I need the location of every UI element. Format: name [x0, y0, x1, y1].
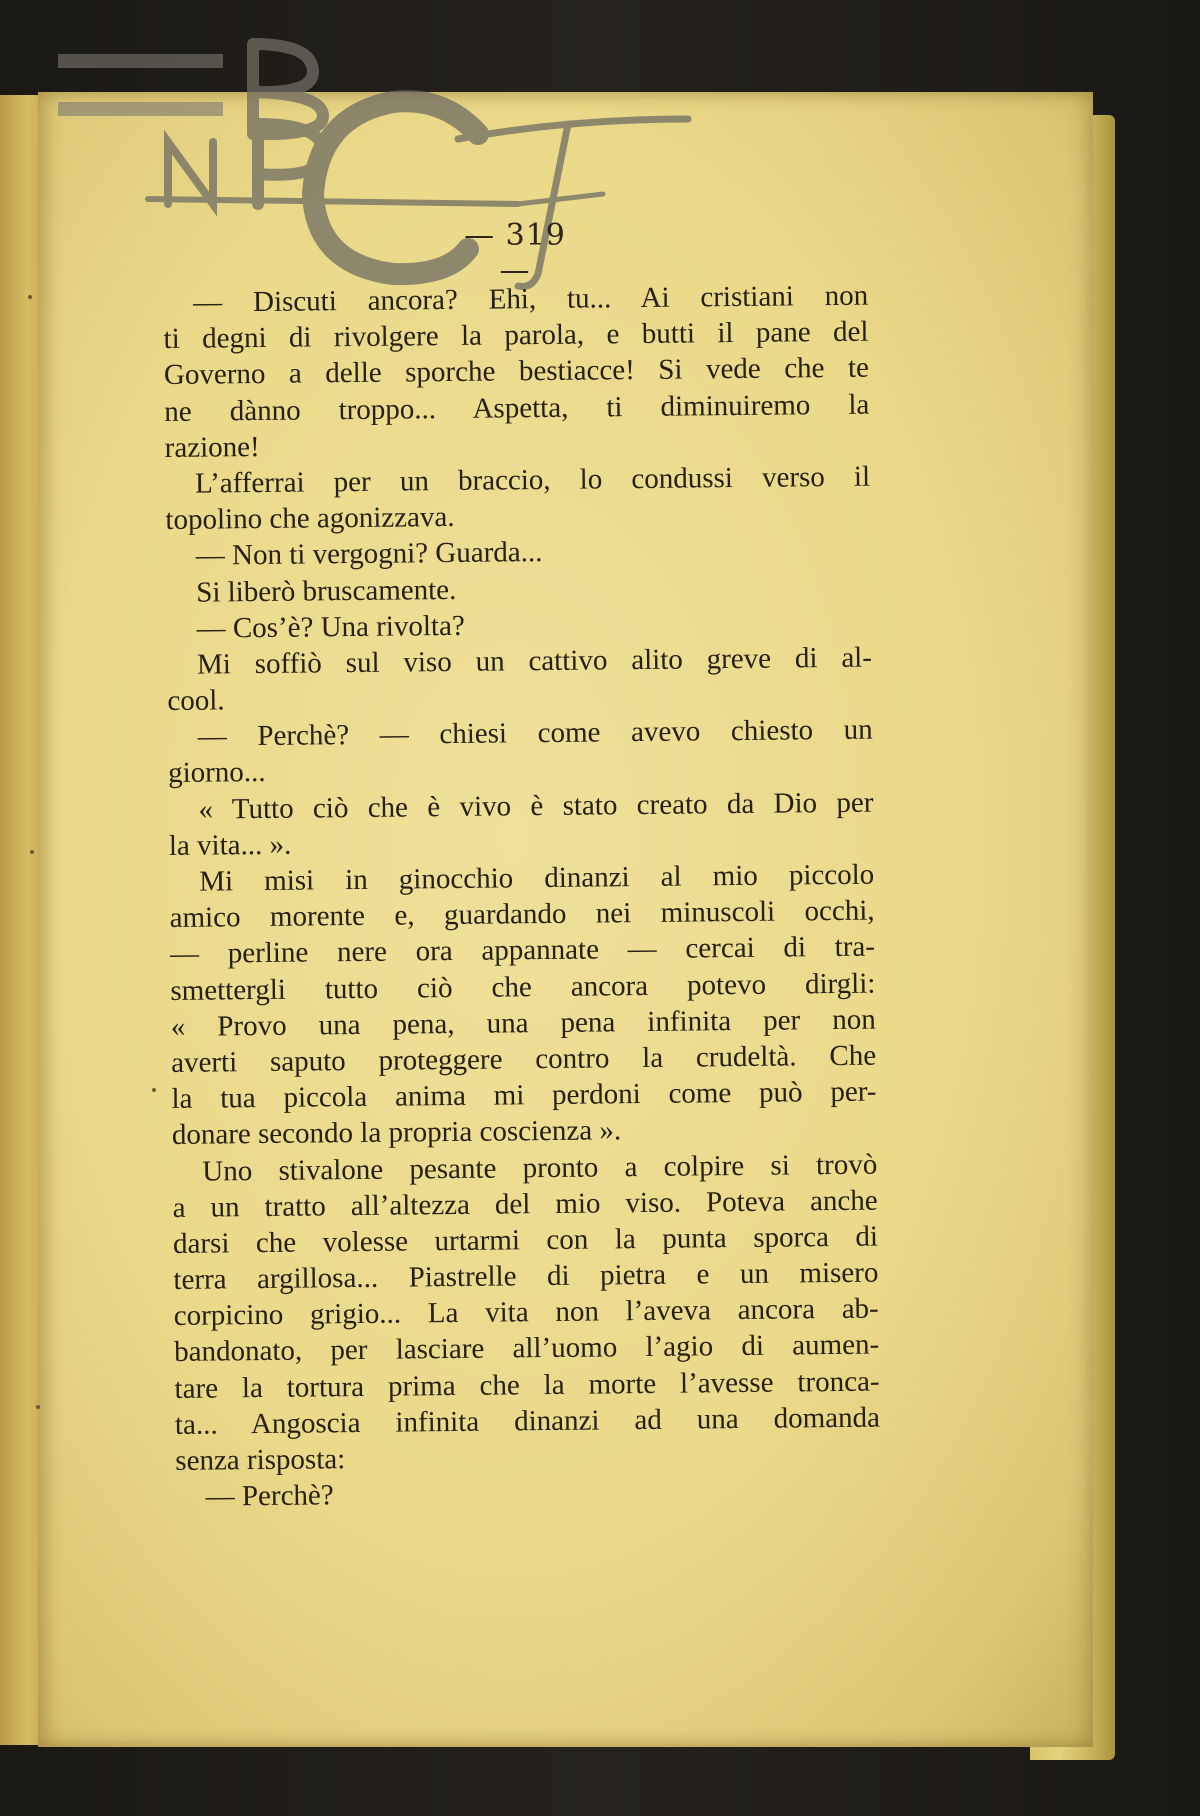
text-line: ti degni di rivolgere la parola, e butti il pane del — [163, 315, 869, 356]
text-line: terra argillosa... Piastrelle di pietra e un misero — [173, 1256, 879, 1297]
text-line: — Discuti ancora? Ehi, tu... Ai cristiani non — [193, 279, 869, 319]
page-number: — 319 — — [464, 218, 566, 288]
text-line: bandonato, per lasciare all’uomo l’agio di aumen- — [174, 1328, 880, 1369]
text-line: L’afferrai per un braccio, lo condussi verso il — [194, 460, 871, 500]
text-line: « Provo una pena, una pena infinita per non — [170, 1003, 876, 1043]
text-line: la tua piccola anima mi perdoni come può per- — [171, 1075, 877, 1116]
text-line: averti saputo proteggere contro la crudeltà. Che — [170, 1039, 877, 1079]
text-line: a un tratto all’altezza del mio viso. Poteva anche — [172, 1184, 878, 1224]
text-line: Si liberò bruscamente. — [196, 573, 457, 609]
text-line: ne dànno troppo... Aspetta, ti diminuiremo la — [164, 388, 870, 428]
paper-speck — [36, 1405, 40, 1409]
text-line: — perline nere ora appannate — cercai di tra- — [169, 930, 876, 971]
text-line: Mi misi in ginocchio dinanzi al mio piccolo — [199, 858, 875, 898]
text-line: tare la tortura prima che la morte l’avesse tronca- — [174, 1365, 880, 1405]
text-line: Mi soffiò sul viso un cattivo alito greve di al- — [196, 641, 873, 681]
text-line: smettergli tutto ciò che ancora potevo dirgli: — [170, 967, 876, 1007]
paper-speck — [152, 1088, 156, 1092]
paper-speck — [30, 850, 34, 854]
page-text — [163, 278, 881, 1516]
text-line: amico morente e, guardando nei minuscoli occhi, — [169, 894, 875, 935]
text-line: la vita... ». — [168, 828, 292, 862]
text-line: ta... Angoscia infinita dinanzi ad una domanda — [174, 1401, 881, 1441]
text-line: senza risposta: — [175, 1443, 346, 1477]
text-line: — Perchè? — chiesi come avevo chiesto un — [197, 713, 873, 753]
text-line: razione! — [164, 430, 260, 464]
text-line: — Cos’è? Una rivolta? — [196, 609, 465, 645]
text-line: — Non ti vergogni? Guarda... — [195, 536, 543, 572]
text-line: Governo a delle sporche bestiacce! Si vede che te — [163, 351, 870, 392]
text-line: « Tutto ciò che è vivo è stato creato da Dio per — [198, 786, 874, 826]
text-line: darsi che volesse urtarmi con la punta sporca di — [172, 1220, 879, 1260]
text-line: donare secondo la propria coscienza ». — [171, 1114, 622, 1152]
text-line: topolino che agonizzava. — [165, 501, 455, 537]
text-line: — Perchè? — [205, 1479, 334, 1513]
text-line: corpicino grigio... La vita non l’aveva ancora ab- — [173, 1292, 879, 1333]
text-line: cool. — [167, 684, 225, 718]
bncf-watermark-logo — [48, 24, 708, 294]
text-line: Uno stivalone pesante pronto a colpire si trovò — [202, 1148, 878, 1188]
paper-speck — [28, 295, 32, 299]
text-line: giorno... — [167, 756, 266, 790]
